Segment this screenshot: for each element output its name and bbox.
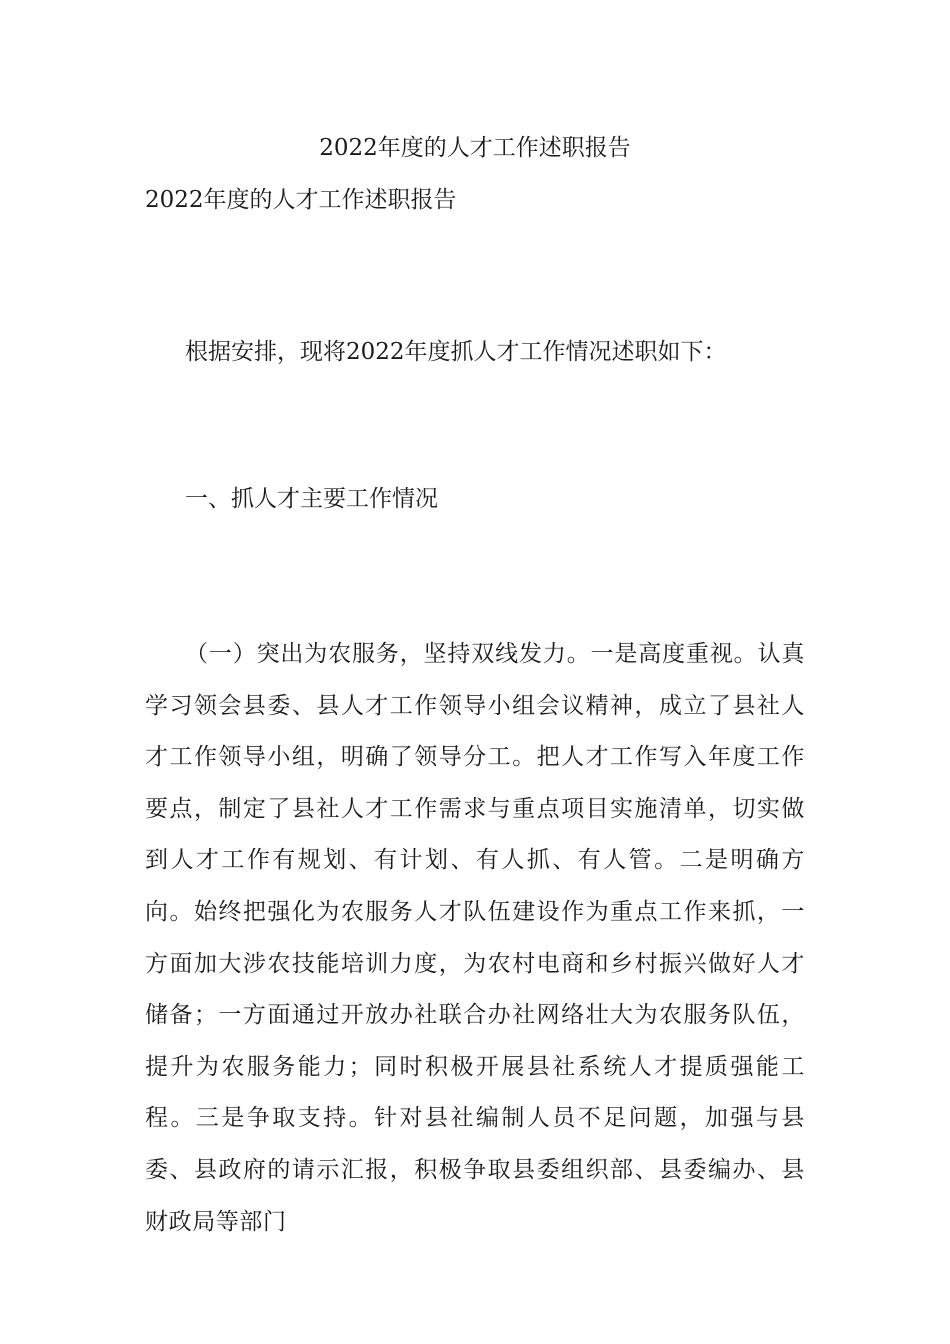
body-paragraph: （一）突出为农服务，坚持双线发力。一是高度重视。认真学习领会县委、县人才工作领导小组会议精神，成立了县社人才工作领导小组，明确了领导分工。把人才工作写入年度工作要点，制定了县社人才工作需求与重点项目实施清单，切实做到人才工作有规划、有计划、有人抓、有人管。二是明确方向。始终把强化为农服务人才队伍建设作为重点工作来抓，一方面加大涉农技能培训力度，为农村电商和乡村振兴做好人才储备；一方面通过开放办社联合办社网络壮大为农服务队伍，提升为农服务能力；同时积极开展县社系统人才提质强能工程。三是争取支持。针对县社编制人员不足问题，加强与县委、县政府的请示汇报，积极争取县委组织部、县委编办、县财政局等部门 [145,641,805,1235]
document-subtitle: 2022年度的人才工作述职报告 [145,187,457,213]
document-title: 2022年度的人才工作述职报告 [319,135,631,161]
intro-paragraph: 根据安排，现将2022年度抓人才工作情况述职如下： [185,339,727,365]
section-heading: 一、抓人才主要工作情况 [185,486,438,512]
